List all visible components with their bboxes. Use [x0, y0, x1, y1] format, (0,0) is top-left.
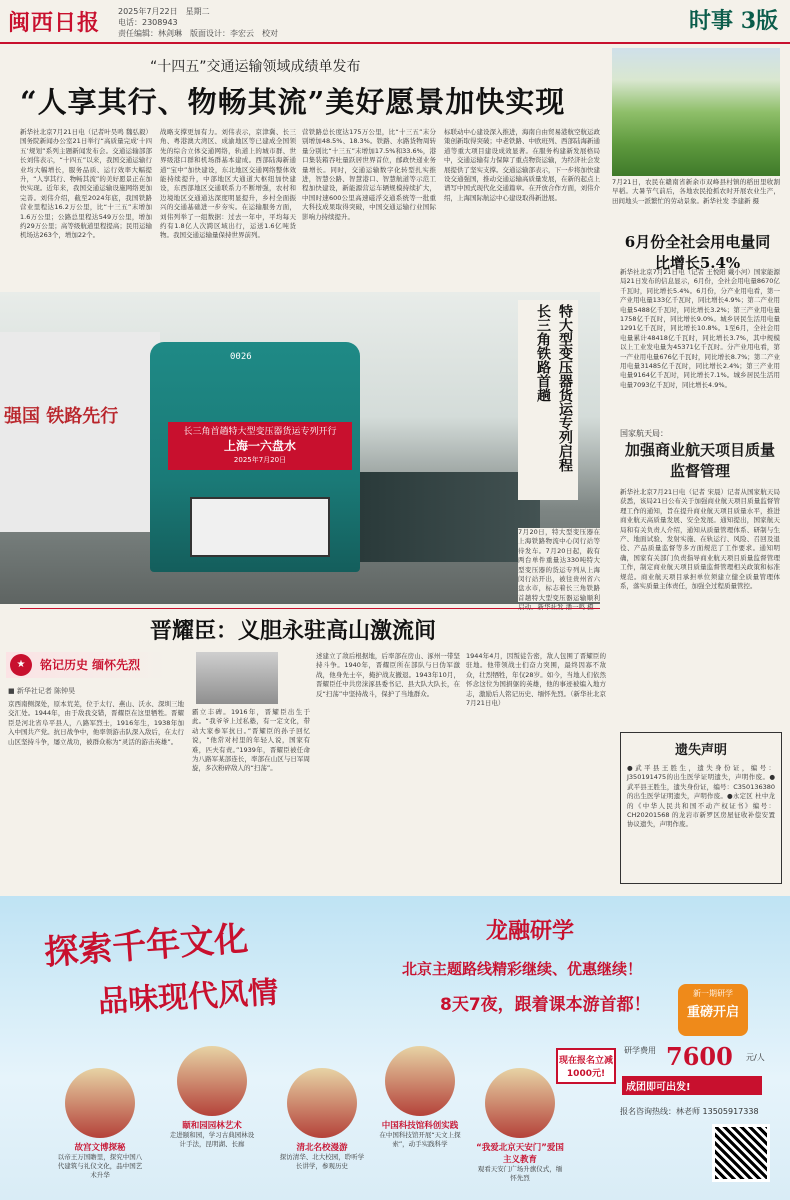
rice-harvest-photo — [612, 48, 780, 176]
newspaper-logo: 闽西日报 — [8, 10, 101, 36]
qr-code-icon[interactable] — [712, 1124, 770, 1182]
ad-tile-science-museum — [376, 1046, 464, 1149]
ad-tile-summer-palace — [168, 1046, 256, 1149]
campus-gate-icon — [287, 1068, 357, 1138]
ad-tile-desc: 探访清华、北大校园，聆听学长讲学，参观历史 — [279, 1153, 365, 1170]
train-banner-date: 2025年7月20日 — [233, 456, 287, 464]
ad-tile-desc: 以帝王万国瞻里，探究中国八代建筑与礼仪文化，品中国艺术升华 — [57, 1153, 143, 1179]
lead-column-3: 营铁路总长度达175万公里，比“十三五”末分别增加48.5%、18.3%。铁路、水路货物周转量分别比“十三五”末增加17.5%和33.6%，港口集装箱吞吐量跃居世界首位，邮政快递业务量增长。同时，交通运输数字化转型扎实推进，智慧公路、智慧港口、智慧航道等示范工程加快建设，新能源营运车辆规模持续扩大，中国时速600公里高速磁浮交通系统等一批重大科技成果取得突破，中国交通运输行业国际影响力持续提升。 — [302, 128, 436, 221]
aero-source: 国家航天局： — [620, 429, 668, 438]
train-title-line-1: 特大型变压器货运专列启程 — [557, 304, 573, 472]
ad-price-label: 研学费用 — [624, 1046, 656, 1055]
feature-title: 晋耀臣：义胆永驻高山激流间 — [150, 618, 437, 644]
ad-discount-tag: 现在报名立减1000元! — [556, 1048, 616, 1084]
ad-tile-title: 颐和园园林艺术 — [182, 1121, 242, 1131]
section-title: 时事 3版 — [689, 8, 778, 34]
train-caption: 7月20日，特大型变压器在上海铁路物流中心闵行站等待发车。7月20日起，载有两台单件重量达330吨特大型变压器的货运专列从上海闵行站开出，被往贵州省六盘水市，标志着长三角铁路首趟特大型变压器运输顺利 — [518, 528, 600, 602]
train-wagons — [360, 472, 540, 562]
train-banner-line-1: 长三角首趟特大型变压器货运专列开行 — [183, 427, 337, 437]
lead-column-2: 战略支撑更加有力。刘伟表示，京津冀、长三角、粤港澳大湾区、成渝地区等已建成全国领先的综合立体交通网络，轨道上的城市群、世界级港口群和机场群基本建成。西部陆海新通道“宝中”加快建设，东北地区交通网络整体效能持续提升，中部地区大通道大枢纽加快建设，东西部地区交通联系力不断增强，农村和边境地区交通通达深度明显提升，乡村全面振兴的交通基础进一步夯实。在运输服务方面，刘伟列举了一组数据：过去一年中，平均每天约有1.8亿人次跨区域出行，运送1.6亿吨货物。我国交通运输量保持世界前列。 — [160, 128, 296, 240]
ad-brand: 龙融研学 — [486, 918, 575, 944]
train-photo — [0, 292, 600, 604]
flag-icon — [485, 1068, 555, 1138]
ad-tile-palace — [56, 1068, 144, 1180]
ad-sub-title: 品味现代风情 — [97, 975, 279, 1020]
ad-main-title: 探索千年文化 — [43, 918, 250, 974]
ad-badge-top: 新一期研学 — [693, 989, 733, 998]
lead-column-1: 新华社北京7月21日电（记者叶昊鸣 魏弘毅）国务院新闻办公室21日举行“高质量完成‘十四五’规划”系列主题新闻发布会。交通运输部部长刘伟表示，“十四五”以来，我国交通运输行业均大幅增长，服务品质、运行效率大幅提升，“人享其行、物畅其流”的美好愿景正在加快实现。近年来，我国交通运输设施网络更加完善。刘伟介绍，截至2024年底，我国铁路营业里程达16.2万公里，比“十三五”末增加1.6万公里；公路总里程达549万公里，增加约29万公里；高等级航道里程提高；民用运输机场达263个，增加22个。 — [20, 128, 152, 240]
ad-offer: 8天7夜，跟着课本游首都！ — [440, 995, 651, 1015]
lost-notice-body: ●武平县王胜生，遗失身份证，编号：J350191475的出生医学证明遗失，声明作废。●武平县王胜生，遗失身份证，编号：C350136380的出生医学证明遗失，声明作废。●永定区 杜中龙的《中华人民共和国不动产权证书》编号：CH20201568 的龙岩市新罗区房屋征收补偿安置协议遗失，声明作废。 — [627, 764, 775, 829]
ad-tile-desc: 走进颐和园，学习古典园林设计手法，昆明湖、长廊 — [169, 1131, 255, 1148]
column-banner-text: 铭记历史 缅怀先烈 — [40, 658, 141, 672]
lead-headline: “人享其行、物畅其流”美好愿景加快实现 — [20, 85, 566, 119]
ad-badge — [678, 984, 748, 1036]
palace-icon — [65, 1068, 135, 1138]
aero-article-body: 新华社北京7月21日电（记者 宋晨）记者从国家航天局获悉，该局21日公布关于加强商业航天项目质量监督管理工作的通知，旨在提升商业航天项目质量水平，推进商业航天高质量发展、安全发展。通知提出，国家航天局和有关负责人介绍，通知从质量管理体系、研制与生产、地面试验、发射实施、在轨运行、风险、召回及退役、产品质量监督等多方面规范了工作要求。通知明确，国家有关部门负责指导商业航天项目质量监督管理工作，制定商业航天项目质量监督管理相关政策和标准规范。商业航天项目承担单位须建立健全质量管理体系，落实质量主体责任，加强全过程质量管控。 — [620, 488, 780, 591]
ad-tile-title: “我爱北京天安门”爱国主义教育 — [476, 1143, 564, 1165]
study-tour-ad — [0, 896, 790, 1200]
aero-article-title: 加强商业航天项目质量监督管理 — [624, 441, 775, 480]
lead-kicker: “十四五”交通运输领域成绩单发布 — [150, 59, 361, 75]
ad-tile-tiananmen — [476, 1068, 564, 1183]
power-article-title: 6月份全社会用电量同比增长5.4% — [624, 233, 771, 272]
feature-column-4: 1944年4月，因叛徒告密，敌人包围了晋耀臣的驻地。他带领战士们奋力突围，最终因寡不敌众，壮烈牺牲，年仅28岁。如今，当地人们依然怀念这位为国捐躯的英雄，他的事迹被编入地方志，激励后人铭记历史、缅怀先烈。（新华社北京7月21日电） — [466, 652, 606, 708]
masthead — [0, 0, 790, 44]
feature-column-2: 霸立丰碑。1916年，晋耀臣出生于此。“我爷爷上过私塾，有一定文化，带动大家参军抗日。”晋耀臣的孙子回忆说，“他常对村里的年轻人说，国家有难，匹夫有责。”1939年，晋耀臣被任命为八路军某部连长，率部在山区与日军周旋，多次粉碎敌人的“扫荡”。 — [192, 708, 310, 773]
station-building — [0, 332, 160, 532]
ad-tile-title: 中国科技馆科创实践 — [381, 1121, 459, 1131]
lost-notice — [620, 732, 782, 884]
feature-column-3: 述建立了敌后根据地，后率部在房山、涿州一带坚持斗争。1940年，晋耀臣所在部队与日伪军激战，他身先士卒，掩护战友撤退。1943年10月，晋耀臣任中共房涞涿县委书记、县大队大队长，在反“扫荡”中坚持战斗，保护了当地群众。 — [316, 652, 460, 698]
ad-tile-desc: 在中国科技馆开展“天文上探索”，动手实践科学 — [379, 1131, 461, 1148]
feature-column-1: 京西南侧深处，原本荒芜，位于太行、燕山、沃水、深圳三地交汇处。1944年，由于敌我交错，晋耀臣在这里牺牲。晋耀臣是河北省阜平县人，八路军烈士，1916年生，1938年加入中国共产党。抗日战争中，他率领游击队深入敌后，在太行山区坚持斗争，屡立战功，被群众称为“灵活的游击英雄”。 — [8, 700, 184, 746]
lost-notice-title: 遗失声明 — [674, 743, 727, 758]
ad-badge-main: 重磅开启 — [686, 1005, 739, 1020]
ad-price-unit: 元/人 — [746, 1053, 765, 1062]
ad-price: 7600 — [666, 1042, 733, 1071]
ad-slogan: 北京主题路线精彩继续、优惠继续！ — [402, 960, 643, 978]
station-sign: 强国 铁路先行 — [4, 406, 119, 427]
rice-harvest-caption: 7月21日，农民在赣南省新余市双峰县村镇的稻田里收割早稻。大暑节气前后，各地农民抢抓农时开展农业生产，田间地头一派繁忙的劳动景象。新华社发 李建新 摄 — [612, 178, 780, 205]
power-article-body: 新华社北京7月21日电（记者 王悦阳 戴小河）国家能源局21日发布的信息显示，6月份，全社会用电量8670亿千瓦时，同比增长5.4%。6月份，分产业用电看，第一产业用电量133亿千瓦时，同比增长4.9%；第二产业用电量5488亿千瓦时，同比增长3.2%；第三产业用电量1758亿千瓦时，同比增长9.0%。城乡居民生活用电量1291亿千瓦时，同比增长10.8%。1至6月，全社会用电量累计48418亿千瓦时，同比增长3.7%，其中规模以上工业发电量为45371亿千瓦时。分产业用电看，第一产业用电量676亿千瓦时，同比增长8.7%；第二产业用电量31485亿千瓦时，同比增长2.4%；第三产业用电量9164亿千瓦时，同比增长7.1%。城乡居民生活用电量7093亿千瓦时，同比增长4.9%。 — [620, 268, 780, 389]
ad-tile-desc: 观看天安门广场升旗仪式，缅怀先烈 — [477, 1165, 563, 1182]
issue-phone: 电话：2308943 — [118, 18, 178, 27]
robot-icon — [385, 1046, 455, 1116]
party-badge-icon: ★ — [10, 654, 32, 676]
locomotive-number: 0026 — [230, 352, 252, 362]
train-title-line-2: 长三角铁路首趟 — [535, 304, 551, 402]
train-vertical-title — [518, 300, 578, 500]
issue-info — [118, 6, 278, 39]
issue-date: 2025年7月22日 星期二 — [118, 7, 210, 16]
feature-byline: ■ 新华社记者 陈钟昊 — [8, 687, 76, 695]
ad-tile-title: 故宫文博探秘 — [74, 1143, 126, 1153]
issue-editor: 责任编辑：林剑琳 版面设计：李宏云 校对 — [118, 29, 278, 38]
ad-tile-universities — [278, 1068, 366, 1171]
ad-start-note: 成团即可出发! — [622, 1076, 762, 1095]
pavilion-icon — [177, 1046, 247, 1116]
train-banner — [168, 422, 352, 470]
train-banner-line-2: 上海一六盘水 — [223, 439, 296, 453]
locomotive-front — [190, 497, 330, 557]
ad-tile-title: 清北名校漫游 — [296, 1143, 348, 1153]
ad-phone: 报名咨询热线：林老师 13505917338 — [620, 1107, 759, 1116]
lead-column-4: 标联动中心建设深入推进，海南自由贸易港航空航运政策创新取得突破；中老铁路、中欧班列、西部陆海新通道等重大项目建设成效显著。在服务构建新发展格局中，交通运输有力保障了重点物资运输，为经济社会发展提供了坚实支撑。交通运输部表示，下一步将加快建设交通强国，推动交通运输高质量发展，在新的起点上谱写中国式现代化交通篇章。在开放合作方面，刘伟介绍，上海国际航运中心建设取得新进展。 — [444, 128, 600, 202]
memorial-photo — [196, 652, 278, 704]
feature-divider — [20, 608, 600, 609]
